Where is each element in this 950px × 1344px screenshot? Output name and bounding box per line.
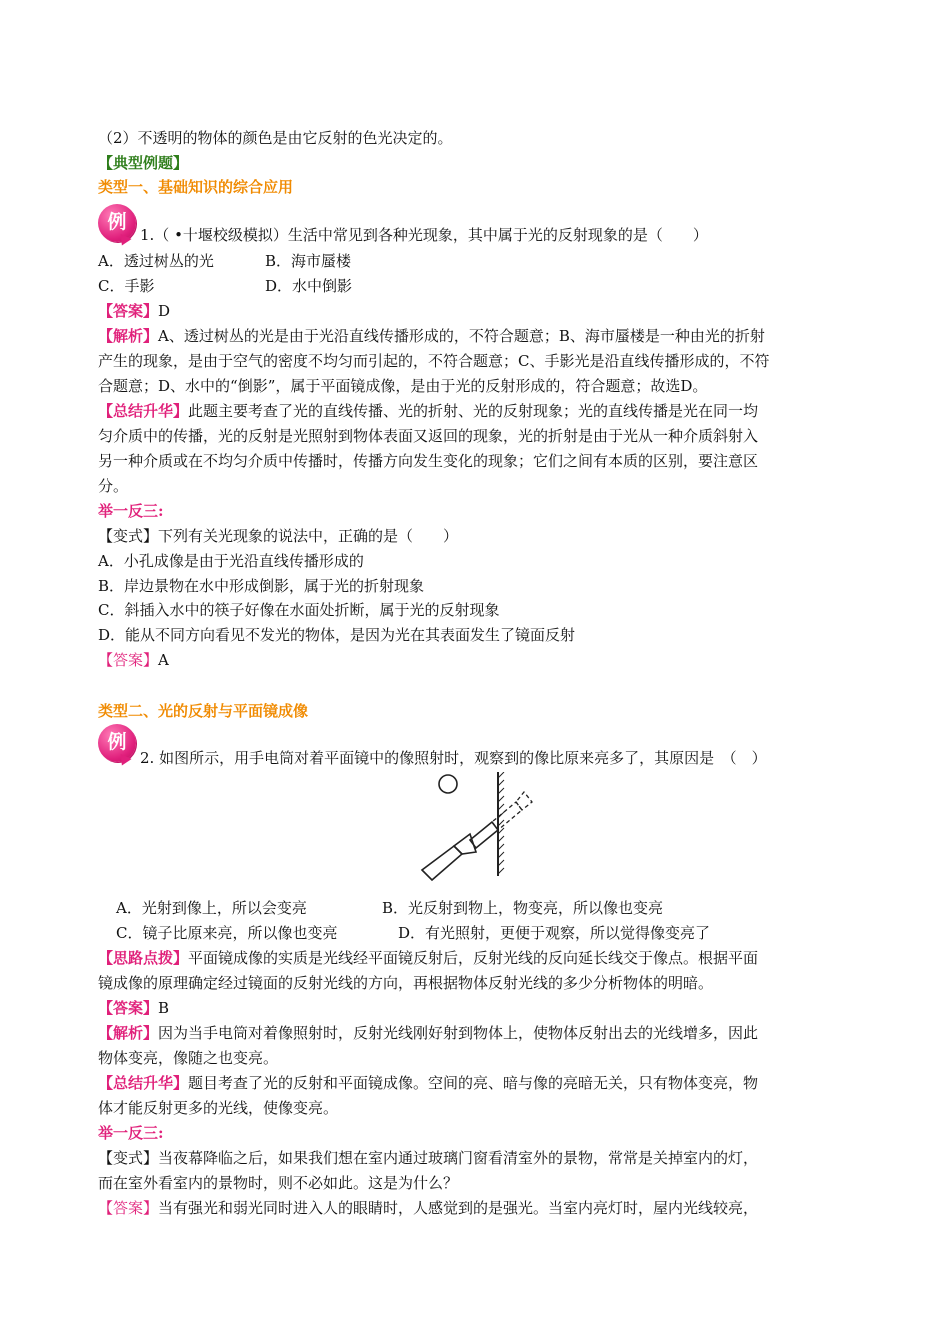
q2-analysis-line-1 [98, 1023, 758, 1043]
variant-text: 下列有关光现象的说法中，正确的是（ ） [158, 527, 459, 545]
flashlight-mirror-figure [418, 772, 568, 884]
analysis-label: 【解析】 [98, 1024, 159, 1042]
variant-text: 当夜幕降临之后，如果我们想在室内通过玻璃门窗看清室外的景物，常常是关掉室内的灯， [158, 1149, 759, 1167]
q2-answer [98, 998, 169, 1018]
q1-option-d: D．水中倒影 [265, 277, 353, 295]
hint-text: 平面镜成像的实质是光线经平面镜反射后，反射光线的反向延长线交于像点。根据平面 [188, 949, 759, 967]
variant-label: 【变式】 [98, 1149, 159, 1167]
variant1-option-a: A．小孔成像是由于光沿直线传播形成的 [98, 552, 364, 570]
analysis-text: A、透过树丛的光是由于光沿直线传播形成的，不符合题意；B、海市蜃楼是一种由光的折射 [158, 327, 765, 345]
q1-analysis-line-3: 合题意；D、水中的“倒影”，属于平面镜成像，是由于光的反射形成的，符合题意；故选D。 [98, 377, 708, 395]
summary-label: 【总结升华】 [98, 1074, 189, 1092]
q1-summary-line-1 [98, 401, 758, 421]
q1-summary-line-2: 匀介质中的传播，光的反射是光照射到物体表面又返回的现象，光的折射是由于光从一种介质斜射入 [98, 427, 759, 445]
summary-label: 【总结升华】 [98, 402, 189, 420]
q2-option-a: A．光射到像上，所以会变亮 [116, 899, 307, 917]
q1-option-a: A．透过树丛的光 [98, 252, 214, 270]
variant2-stem-line-1 [98, 1148, 758, 1168]
answer-label: 【答案】 [98, 651, 159, 669]
q2-summary-line-1 [98, 1073, 758, 1093]
answer-label: 【答案】 [98, 1199, 159, 1217]
variant1-stem [98, 526, 458, 546]
practice-label-1: 举一反三: [98, 502, 164, 520]
q2-option-c: C．镜子比原来亮，所以像也变亮 [116, 924, 338, 942]
analysis-label: 【解析】 [98, 327, 159, 345]
answer-label: 【答案】 [98, 999, 159, 1017]
intro-text: （2）不透明的物体的颜色是由它反射的色光决定的。 [98, 129, 453, 147]
flashlight-icon [422, 822, 498, 880]
example-badge-icon: 例 [98, 204, 136, 242]
q1-analysis-line-1 [98, 326, 765, 346]
answer-value: B [158, 999, 170, 1017]
q2-hint-line-2: 镜成像的原理确定经过镜面的反射光线的方向，再根据物体反射光线的多少分析物体的明暗。 [98, 974, 714, 992]
q1-summary-line-4: 分。 [98, 477, 129, 495]
q2-option-d: D．有光照射，更便于观察，所以觉得像变亮了 [398, 924, 711, 942]
type1-title: 类型一、基础知识的综合应用 [98, 178, 294, 196]
summary-text: 此题主要考查了光的直线传播、光的折射、光的反射现象；光的直线传播是光在同一均 [188, 402, 759, 420]
variant1-option-c: C．斜插入水中的筷子好像在水面处折断，属于光的反射现象 [98, 601, 500, 619]
practice-label-2: 举一反三: [98, 1124, 164, 1142]
q2-stem: 2. 如图所示，用手电筒对着平面镜中的像照射时，观察到的像比原来亮多了，其原因是 （ ） [140, 749, 767, 767]
q1-analysis-line-2: 产生的现象，是由于空气的密度不均匀而引起的，不符合题意；C、手影光是沿直线传播形成的，不符 [98, 352, 770, 370]
q1-stem: 1.（ •十堰校级模拟）生活中常见到各种光现象，其中属于光的反射现象的是（ ） [140, 226, 708, 244]
answer-value: D [158, 302, 171, 320]
variant2-stem-line-2: 而在室外看室内的景物时，则不必如此。这是为什么？ [98, 1174, 459, 1192]
variant1-option-b: B．岸边景物在水中形成倒影，属于光的折射现象 [98, 577, 425, 595]
q2-summary-line-2: 体才能反射更多的光线，使像变亮。 [98, 1099, 339, 1117]
hint-label: 【思路点拨】 [98, 949, 189, 967]
variant1-answer [98, 650, 169, 670]
summary-text: 题目考查了光的反射和平面镜成像。空间的亮、暗与像的亮暗无关，只有物体变亮，物 [188, 1074, 759, 1092]
section-title: 【典型例题】 [98, 154, 189, 172]
answer-label: 【答案】 [98, 302, 159, 320]
variant2-answer [98, 1198, 758, 1218]
q1-answer [98, 301, 170, 321]
type2-title: 类型二、光的反射与平面镜成像 [98, 702, 309, 720]
flashlight-handle [422, 846, 462, 880]
q1-option-b: B．海市蜃楼 [265, 252, 352, 270]
answer-value: 当有强光和弱光同时进入人的眼睛时，人感觉到的是强光。当室内亮灯时，屋内光线较亮， [158, 1199, 759, 1217]
q2-hint-line-1 [98, 948, 758, 968]
q1-summary-line-3: 另一种介质或在不均匀介质中传播时，传播方向发生变化的现象；它们之间有本质的区别，要注意区 [98, 452, 759, 470]
analysis-text: 因为当手电筒对着像照射时，反射光线刚好射到物体上，使物体反射出去的光线增多，因此 [158, 1024, 759, 1042]
q1-option-c: C．手影 [98, 277, 155, 295]
variant1-option-d: D．能从不同方向看见不发光的物体，是因为光在其表面发生了镜面反射 [98, 626, 576, 644]
variant-label: 【变式】 [98, 527, 159, 545]
q2-analysis-line-2: 物体变亮，像随之也变亮。 [98, 1049, 279, 1067]
object-circle [439, 775, 457, 793]
example-badge-icon: 例 [98, 724, 136, 762]
answer-value: A [158, 651, 169, 669]
q2-option-b: B．光反射到物上，物变亮，所以像也变亮 [382, 899, 664, 917]
